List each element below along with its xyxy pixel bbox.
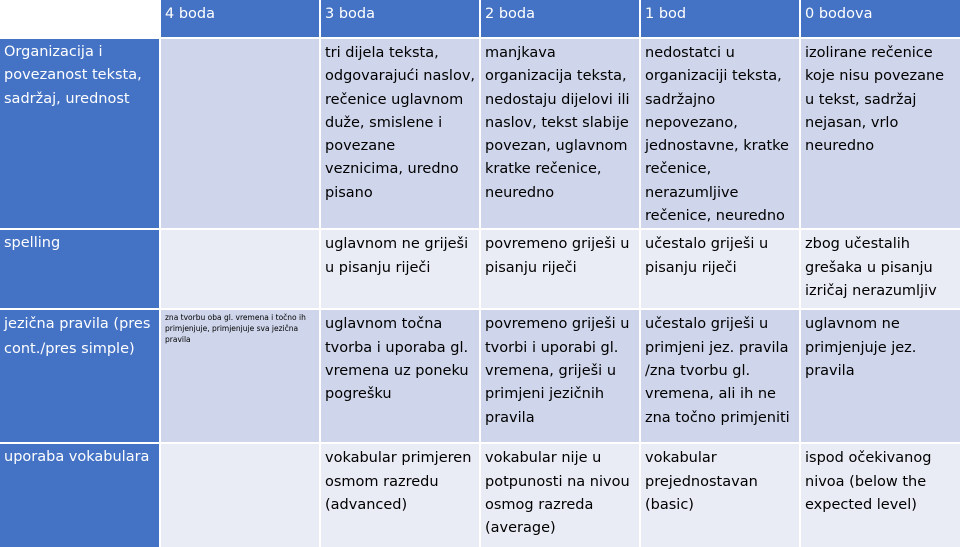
rubric-cell <box>161 39 321 230</box>
rubric-cell: uglavnom točna tvorba i uporaba gl. vremena uz poneku pogrešku <box>321 310 481 444</box>
rubric-cell: nedostatci u organizaciji teksta, sadržajno nepovezano, jednostavne, kratke rečenice, nerazumljive rečenice, neuredno <box>641 39 801 230</box>
rubric-cell: vokabular prejednostavan (basic) <box>641 444 801 547</box>
table-row <box>0 444 960 547</box>
header-1-point: 1 bod <box>641 0 801 39</box>
header-0-points: 0 bodova <box>801 0 960 39</box>
header-2-points: 2 boda <box>481 0 641 39</box>
rubric-cell: vokabular primjeren osmom razredu (advanced) <box>321 444 481 547</box>
rubric-cell: izolirane rečenice koje nisu povezane u tekst, sadržaj nejasan, vrlo neuredno <box>801 39 960 230</box>
rubric-cell: povremeno griješi u tvorbi i uporabi gl. vremena, griješi u primjeni jezičnih pravila <box>481 310 641 444</box>
criterion-spelling: spelling <box>0 230 161 310</box>
rubric-cell: povremeno griješi u pisanju riječi <box>481 230 641 310</box>
rubric-cell: tri dijela teksta, odgovarajući naslov, rečenice uglavnom duže, smislene i povezane veznicima, uredno pisano <box>321 39 481 230</box>
rubric-cell <box>161 444 321 547</box>
rubric-cell: učestalo griješi u primjeni jez. pravila /zna tvorbu gl. vremena, ali ih ne zna točno primjeniti <box>641 310 801 444</box>
header-empty-cell <box>0 0 161 39</box>
rubric-cell: uglavnom ne griješi u pisanju riječi <box>321 230 481 310</box>
criterion-grammar: jezična pravila (pres cont./pres simple) <box>0 310 161 444</box>
table-row <box>0 230 960 310</box>
header-4-points: 4 boda <box>161 0 321 39</box>
header-3-points: 3 boda <box>321 0 481 39</box>
header-row <box>0 0 960 39</box>
criterion-vocabulary: uporaba vokabulara <box>0 444 161 547</box>
table-row <box>0 310 960 444</box>
rubric-cell: uglavnom ne primjenjuje jez. pravila <box>801 310 960 444</box>
rubric-cell: ispod očekivanog nivoa (below the expected level) <box>801 444 960 547</box>
criterion-organization: Organizacija i povezanost teksta, sadržaj, urednost <box>0 39 161 230</box>
rubric-cell: zbog učestalih grešaka u pisanju izričaj nerazumljiv <box>801 230 960 310</box>
rubric-cell: manjkava organizacija teksta, nedostaju dijelovi ili naslov, tekst slabije povezan, uglavnom kratke rečenice, neuredno <box>481 39 641 230</box>
rubric-cell: učestalo griješi u pisanju riječi <box>641 230 801 310</box>
table-row <box>0 39 960 230</box>
rubric-cell <box>161 230 321 310</box>
rubric-cell: zna tvorbu oba gl. vremena i točno ih primjenjuje, primjenjuje sva jezična pravila <box>161 310 321 444</box>
rubric-cell: vokabular nije u potpunosti na nivou osmog razreda (average) <box>481 444 641 547</box>
